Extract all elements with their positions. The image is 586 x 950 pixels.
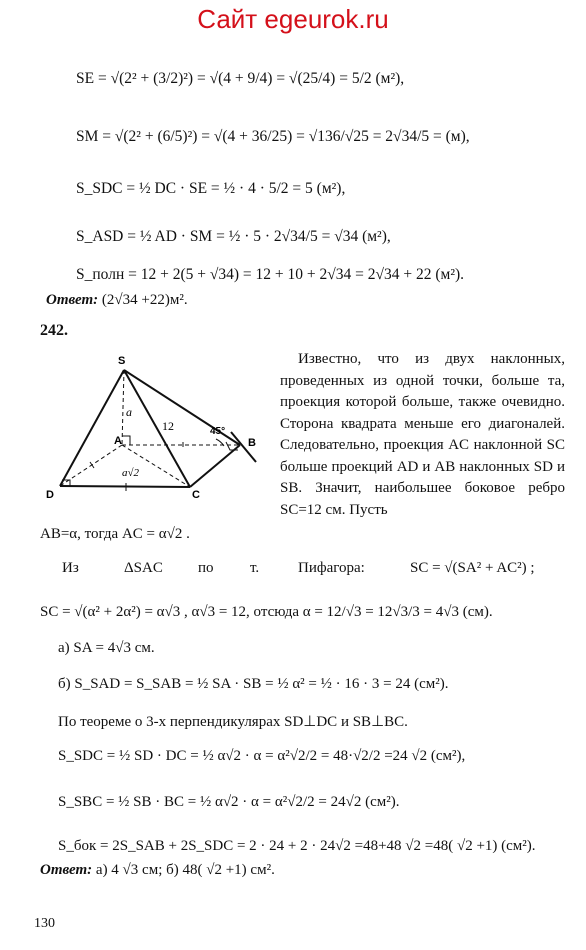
angle-label: 45° [210, 426, 226, 437]
pyramid-diagram [40, 350, 270, 500]
line-s-sbc: S_SBC = ½ SB · BC = ½ α√2 · α = α²√2/2 = 24√2 (см²). [58, 794, 400, 810]
explanation-paragraph: Известно, что из двух наклонных, проведенных из одной точки, больше та, проекция которой больше, также очевидно. Сторона квадрата меньше его диагоналей. Следовательно, проекция AC наклонной SC больше проекций AD и AB наклонных SD и SB. Значит, наибольшее боковое ребро SC=12 см. Пусть [280, 351, 565, 518]
vertex-a-label: A [114, 435, 122, 447]
answer-1 [46, 292, 188, 309]
diag-label: a√2 [122, 467, 140, 479]
answer-2 [40, 862, 275, 879]
line-iz-t: т. [250, 560, 260, 576]
line-iz-triangle: ΔSAC [124, 560, 163, 576]
answer-2-label: Ответ: [40, 862, 93, 878]
line-theorem: По теореме о 3-х перпендикулярах SD⊥DC и SB⊥BC. [58, 714, 408, 730]
line-iz-label: Из [62, 560, 79, 576]
answer-1-label: Ответ: [46, 292, 99, 308]
edge-12-label: 12 [162, 419, 174, 433]
line-a: а) SA = 4√3 см. [58, 640, 155, 656]
line-b: б) S_SAD = S_SAB = ½ SA · SB = ½ α² = ½ · 16 · 3 = 24 (см²). [58, 676, 449, 692]
line-iz-formula: SC = √(SA² + AC²) ; [410, 560, 535, 576]
vertex-d-label: D [46, 489, 54, 500]
formula-sm: SM = √(2² + (6/5)²) = √(4 + 36/25) = √136/√25 = 2√34/5 = (м), [76, 128, 470, 145]
line-s-sdc: S_SDC = ½ SD · DC = ½ α√2 · α = α²√2/2 = 48·√2/2 =24 √2 (см²), [58, 748, 466, 764]
problem-number: 242. [40, 322, 68, 339]
formula-se: SE = √(2² + (3/2)²) = √(4 + 9/4) = √(25/4) = 5/2 (м²), [76, 70, 405, 87]
vertex-b-label: B [248, 437, 256, 449]
vertex-c-label: C [192, 489, 200, 500]
line-s-bok: S_бок = 2S_SAB + 2S_SDC = 2 · 24 + 2 · 24√2 =48+48 √2 =48( √2 +1) (см²). [58, 838, 536, 854]
answer-2-value: а) 4 √3 см; б) 48( √2 +1) см². [95, 862, 275, 878]
line-sc: SC = √(α² + 2α²) = α√3 , α√3 = 12, отсюда α = 12/√3 = 12√3/3 = 4√3 (см). [40, 604, 493, 620]
formula-s-poln: S_полн = 12 + 2(5 + √34) = 12 + 10 + 2√34 = 2√34 + 22 (м²). [76, 266, 465, 283]
pyramid-figure [40, 350, 270, 505]
formula-s-asd: S_ASD = ½ AD · SM = ½ · 5 · 2√34/5 = √34 (м²), [76, 228, 391, 245]
page-number: 130 [34, 916, 55, 931]
line-iz-pif: Пифагора: [298, 560, 365, 576]
line-ab: AB=α, тогда AC = α√2 . [40, 526, 190, 542]
formula-s-sdc: S_SDC = ½ DC · SE = ½ · 4 · 5/2 = 5 (м²), [76, 180, 346, 197]
site-watermark: Сайт egeurok.ru [197, 4, 389, 34]
answer-1-value: (2√34 +22)м². [101, 292, 188, 308]
line-iz-po: по [198, 560, 214, 576]
vertex-s-label: S [118, 355, 126, 367]
edge-a-label: a [126, 405, 132, 419]
